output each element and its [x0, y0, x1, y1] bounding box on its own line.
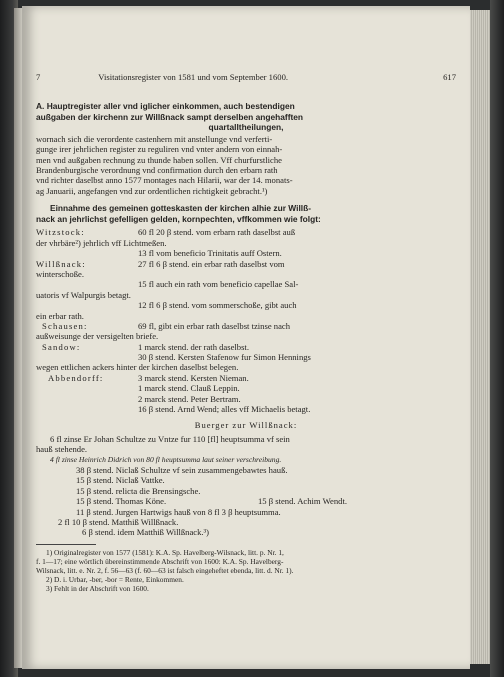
entry-line: uatoris vf Walpurgis betagt.	[36, 289, 131, 300]
einnahme-heading-line: nack an jehrlichst gefelligen gelden, kornpechten, vffkommen wie folgt:	[36, 213, 321, 224]
entry-line: winterschoße.	[36, 268, 84, 279]
entry-line: 15 β stend. relicta die Brensingsche.	[76, 485, 201, 496]
footnote-line: Wilsnack, litt. e. Nr. 2, f. 56—63 (f. 60—63 ist falsch eingeheftet ebenda, litt. d. Nr. 1).	[36, 565, 294, 575]
entry-line	[36, 259, 456, 269]
text-line: vnd richter daselbst anno 1577 montages nach Hilarii, war der 14. monats-	[36, 175, 293, 186]
entry-text: 3 marck stend. Kersten Nieman.	[138, 372, 249, 383]
entry-text: 27 fl 6 β stend. ein erbar rath daselbst vom	[138, 258, 285, 269]
entry-line: 4 fl zinse Heinrich Didrich von 80 fl heuptsumma laut seiner verschreibung.	[50, 454, 282, 464]
entry-line: 6 fl zinse Er Johan Schultze zu Vntze fur 110 [fl] heuptsumma vf sein	[50, 433, 290, 444]
book-page	[22, 6, 470, 669]
footnote-rule	[36, 544, 96, 545]
entry-line: 15 β stend. Niclaß Vattke.	[76, 475, 165, 486]
section-heading	[36, 101, 456, 133]
footnote-line: 2) D. i. Urbar, -ber, -bor = Rente, Einkommen.	[46, 574, 184, 584]
section-heading-line: A. Hauptregister aller vnd iglicher einkommen, auch bestendigen	[36, 101, 295, 111]
book-cover-edge	[490, 0, 504, 677]
text-line: ag Januarii, angefangen vnd zur ordentlichen richtigkeit gebracht.¹)	[36, 185, 268, 196]
entry-line: 16 β stend. Arnd Wend; alles vff Michaelis betagt.	[138, 404, 311, 415]
entry-line: 2 fl 10 β stend. Matthiß Willßnack.	[58, 516, 179, 527]
buerger-entries	[36, 434, 456, 538]
text-line: men vnd außgaben rechnung zu thunde haben sollen. Vff churfurstliche	[36, 154, 282, 165]
entry-line	[36, 342, 456, 352]
text-line: wornach sich die verordente castenhern mit anstellunge vnd verferti-	[36, 133, 273, 144]
entry-line: ein erbar rath.	[36, 310, 84, 321]
text-line: Brandenburgische verordnung vnd confirmation durch den erbarn rath	[36, 165, 278, 175]
section-heading-line: quartalltheilungen,	[208, 122, 284, 133]
entry-text: 15 β stend. Thomas Köne.	[76, 496, 167, 507]
footnote-line: 1) Originalregister von 1577 (1581): K.A. Sp. Havelberg-Wilsnack, litt. p. Nr. 1,	[46, 547, 284, 557]
entry-line: 2 marck stend. Peter Bertram.	[138, 393, 241, 404]
entry-line: 6 β stend. idem Matthiß Willßnack.³)	[82, 527, 209, 538]
entry-text: 69 fl, gibt ein erbar rath daselbst tzinse nach	[138, 320, 291, 331]
einnahme-heading-line: Einnahme des gemeinen gotteskasten der kirchen alhie zur Willß-	[50, 203, 312, 214]
footnotes	[36, 548, 456, 593]
entry-line: wegen ettlichen ackers hinter der kirchen daselbst belegen.	[36, 362, 239, 373]
entry-line	[36, 227, 456, 237]
place-name: Abbendorff:	[48, 372, 104, 383]
entry-line: 38 β stend. Niclaß Schultze vf sein zusammengebawtes hauß.	[76, 465, 288, 476]
running-title: Visitationsregister von 1581 und vom September 1600.	[98, 72, 289, 82]
entry-line: 1 marck stend. Clauß Leppin.	[138, 383, 240, 394]
place-name: Willßnack:	[36, 258, 86, 269]
place-name: Sandow:	[42, 341, 81, 352]
entry-line: außweisunge der versigelten briefe.	[36, 331, 159, 342]
entry-line: 13 fl vom beneficio Trinitatis auff Ostern.	[138, 248, 282, 259]
page-number-left: 7	[36, 72, 41, 82]
entry-text: 60 fl 20 β stend. vom erbarn rath daselbst auß	[138, 227, 296, 238]
footnote-line: 3) Fehlt in der Abschrift von 1600.	[46, 583, 149, 593]
place-name: Schausen:	[42, 320, 88, 331]
entry-line	[36, 321, 456, 331]
entry-line: der vhrbäre²) jehrlich vff Lichtmeßen.	[36, 237, 167, 248]
intro-paragraph	[36, 134, 456, 196]
entry-line: 12 fl 6 β stend. vom sommerschoße, gibt auch	[138, 300, 297, 311]
text-line: gunge irer jehrlichen register zu reguliren vnd vnter andern von einnah-	[36, 144, 283, 155]
income-entries	[36, 227, 456, 414]
page-body	[36, 101, 456, 593]
place-name: Witzstock:	[36, 227, 85, 238]
einnahme-heading	[36, 203, 456, 224]
entry-line: hauß stehende.	[36, 444, 88, 455]
running-header	[36, 72, 456, 82]
entry-line: 30 β stend. Kersten Stafenow fur Simon Hennings	[138, 352, 311, 363]
buerger-heading: Buerger zur Willßnack:	[194, 420, 298, 431]
entry-line: 11 β stend. Jurgen Hartwigs hauß von 8 fl 3 β heuptsumma.	[76, 506, 281, 517]
footnote-line: f. 1—17; eine wörtlich übereinstimmende Abschrift von 1600: K.A. Sp. Havelberg-	[36, 556, 284, 566]
entry-line	[36, 496, 456, 506]
entry-text: 1 marck stend. der rath daselbst.	[138, 341, 249, 352]
entry-line: 15 fl auch ein rath vom beneficio capellae Sal-	[138, 279, 299, 290]
page-stack-edge	[470, 10, 490, 664]
page-number-right: 617	[443, 72, 456, 82]
entry-line	[36, 373, 456, 383]
entry-text: 15 β stend. Achim Wendt.	[258, 496, 347, 507]
section-heading-line: außgaben der kirchenn zur Willßnack sampt derselben angehafften	[36, 111, 304, 122]
